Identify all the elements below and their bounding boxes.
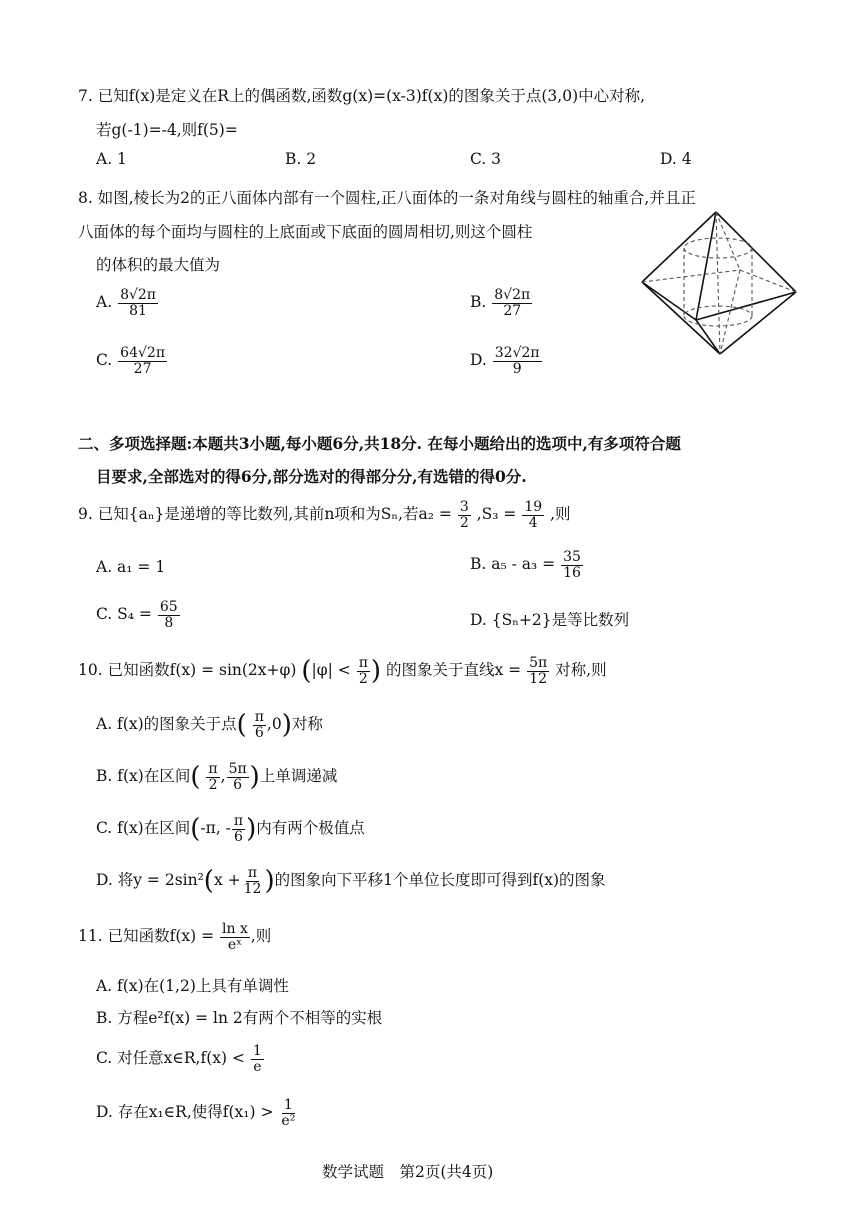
q8-option-a: A. $\frac{8√2\pi}{81}$: [96, 287, 156, 319]
q8-line1: 8. 如图,棱长为2的正八面体内部有一个圆柱,正八面体的一条对角线与圆柱的轴重合,并且正: [78, 189, 696, 207]
q7-option-b: B. 2: [285, 150, 317, 168]
q10-option-b: B. f(x)在区间( $\frac{\pi}{2}$ , $\frac{5\pi}{6}$ )上单调递减: [96, 761, 338, 793]
q8-option-b: B. $\frac{8√2\pi}{27}$: [470, 287, 531, 319]
q7-option-a: A. 1: [96, 150, 127, 168]
q10-option-d: D. 将y = 2sin²(x + $\frac{\pi}{12}$ )的图象向下平移1个单位长度即可得到f(x)的图象: [96, 865, 606, 897]
q11-option-d: D. 存在x₁∈R,使得f(x₁) > $\frac{1}{\text{e²}}$: [96, 1097, 296, 1129]
q9-option-a: A. a₁ = 1: [96, 558, 166, 576]
page-footer: 数学试题 第2页(共4页): [322, 1163, 494, 1181]
q11-option-a: A. f(x)在(1,2)上具有单调性: [96, 977, 289, 995]
section2-line2: 目要求,全部选对的得6分,部分选对的得部分分,有选错的得0分.: [96, 467, 527, 486]
q11-stem: 11. 已知函数f(x) = $\frac{\text{ln x}}{\text{eˣ}}$ ,则: [78, 921, 272, 953]
q9-option-d: D. {Sₙ+2}是等比数列: [470, 611, 630, 629]
q8-line2: 八面体的每个面均与圆柱的上底面或下底面的圆周相切,则这个圆柱: [78, 223, 533, 241]
q7-option-d: D. 4: [660, 150, 692, 168]
octahedron-cylinder-figure: [636, 208, 802, 358]
q9-option-b: B. a₅ - a₃ = $\frac{35}{16}$: [470, 549, 581, 581]
q9-stem: 9. 已知{aₙ}是递增的等比数列,其前n项和为Sₙ,若a₂ = $\frac{3}{2}$ ,S₃ = $\frac{19}{4}$ ,则: [78, 499, 571, 531]
q11-option-c: C. 对任意x∈R,f(x) < $\frac{1}{e}$: [96, 1043, 262, 1075]
q10-option-c: C. f(x)在区间(-π, - $\frac{\pi}{6}$ )内有两个极值点: [96, 813, 365, 845]
q7-line2: 若g(-1)=-4,则f(5)=: [96, 121, 238, 139]
q7-line1: 7. 已知f(x)是定义在R上的偶函数,函数g(x)=(x-3)f(x)的图象关于点(3,0)中心对称,: [78, 87, 646, 105]
section2-line1: 二、多项选择题:本题共3小题,每小题6分,共18分. 在每小题给出的选项中,有多项符合题: [78, 434, 681, 453]
q10-option-a: A. f(x)的图象关于点( $\frac{\pi}{6}$ ,0)对称: [96, 709, 323, 741]
q8-option-d: D. $\frac{32√2\pi}{9}$: [470, 345, 540, 377]
q7-option-c: C. 3: [470, 150, 502, 168]
q9-option-c: C. S₄ = $\frac{65}{8}$: [96, 599, 178, 631]
q10-stem: 10. 已知函数f(x) = sin(2x+φ) (|φ| < $\frac{\pi}{2}$ ) 的图象关于直线x = $\frac{5\pi}{12}$ 对称,则: [78, 655, 607, 687]
q11-option-b: B. 方程e²f(x) = ln 2有两个不相等的实根: [96, 1009, 383, 1027]
q8-option-c: C. $\frac{64√2\pi}{27}$: [96, 345, 166, 377]
q8-line3: 的体积的最大值为: [96, 256, 221, 274]
